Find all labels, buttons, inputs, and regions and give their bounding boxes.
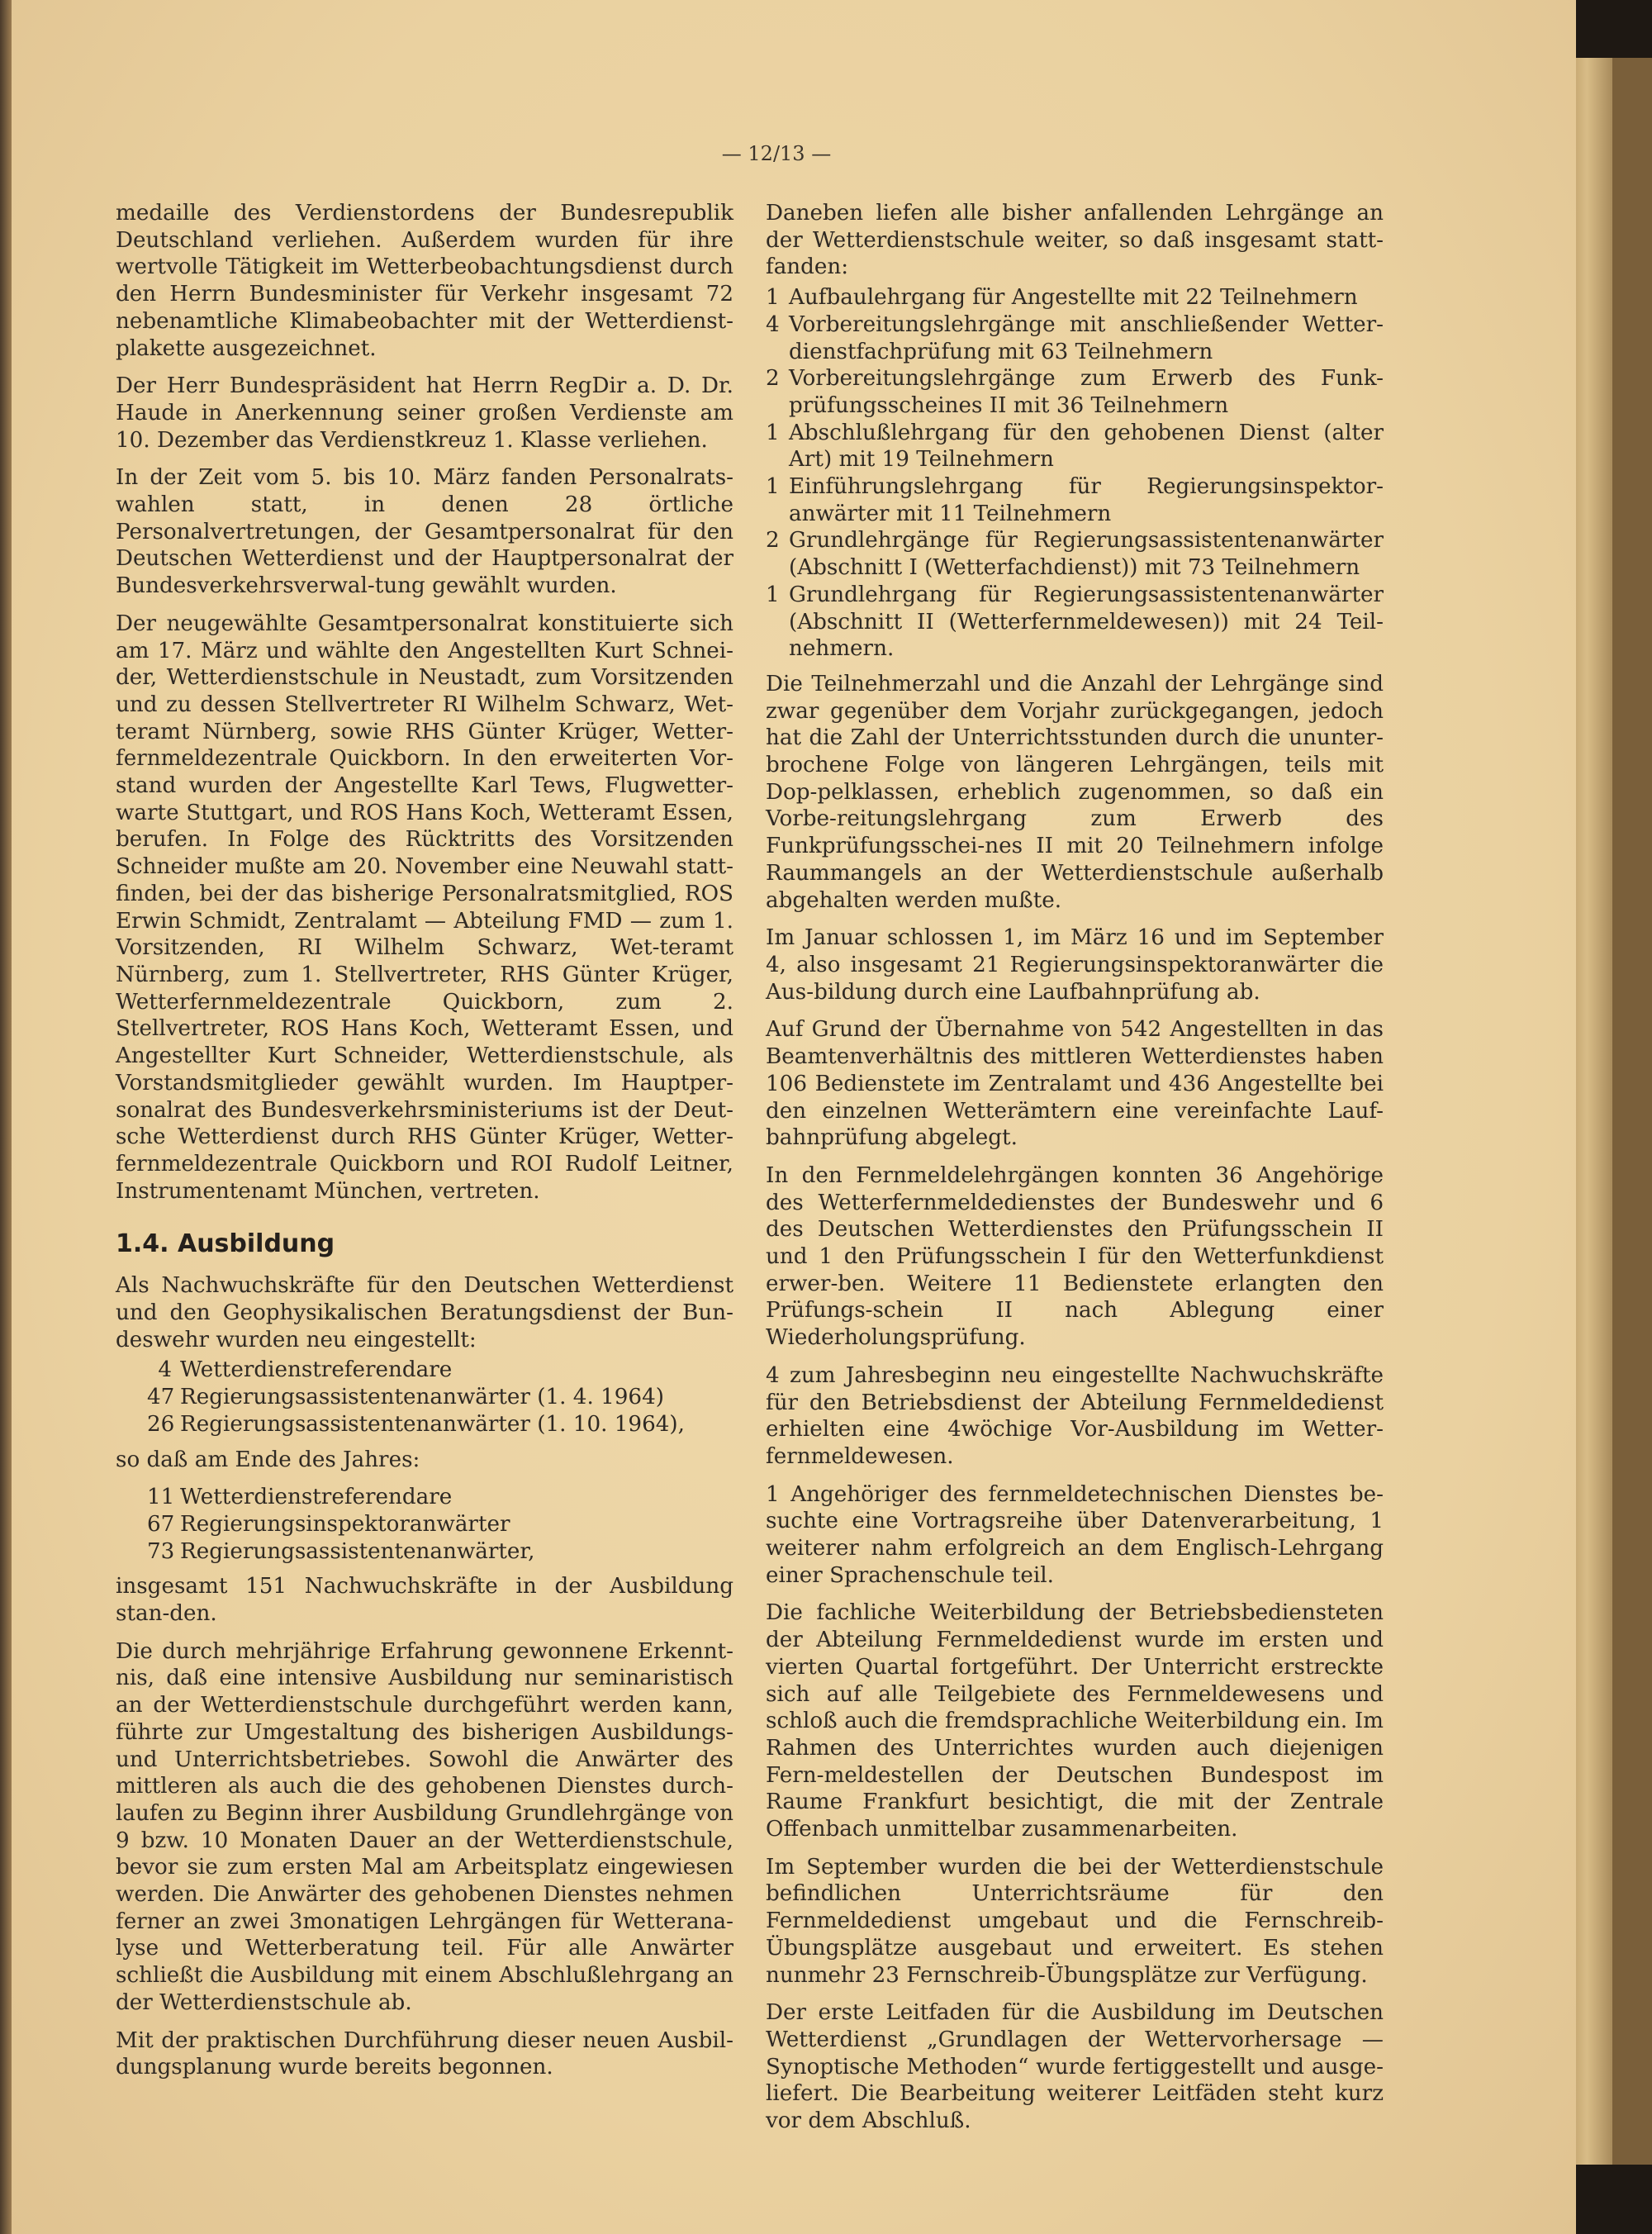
list-item-number: 26	[147, 1411, 175, 1437]
paragraph: Daneben liefen alle bisher anfallenden Lehrgänge an der Wetterdienstschule weiter, so daß insgesamt statt-fanden:	[766, 201, 1384, 280]
list-item	[766, 284, 1384, 311]
list-item-text: Regierungsassistentenanwärter,	[180, 1538, 535, 1564]
list-item-text: Wetterdienstreferendare	[180, 1485, 453, 1510]
list-item-text: Vorbereitungslehrgänge zum Erwerb des Funk-prüfungsscheines II mit 36 Teilnehmern	[789, 366, 1384, 418]
left-column	[116, 200, 733, 2092]
list-item-number: 1	[766, 582, 780, 607]
list-item	[147, 1511, 733, 1538]
list-item-number: 11	[147, 1485, 175, 1510]
paragraph: In den Fernmeldelehrgängen konnten 36 Angehörige des Wetterfernmeldedienstes der Bundeswehr und 6 des Deutschen Wetterdienstes den Prüfungsschein II und 1 den Prüfungsschein I für den Wetterfunkdienst erwer-ben. Weitere 11 Bedienstete erlangten den Prüfungs-schein II nach Ablegung einer Wiederholungsprüfung.	[766, 1162, 1384, 1351]
paragraph: so daß am Ende des Jahres:	[116, 1447, 420, 1472]
list-item	[147, 1484, 733, 1511]
list-item-number: 1	[766, 474, 780, 500]
paragraph: Im Januar schlossen 1, im März 16 und im September 4, also insgesamt 21 Regierungsinspektoranwärter die Aus-bildung durch eine Laufbahnprüfung ab.	[766, 925, 1384, 1005]
paragraph: insgesamt 151 Nachwuchskräfte in der Ausbildung stan-den.	[116, 1574, 733, 1627]
trainee-list-total	[116, 1484, 733, 1565]
list-item-number: 2	[766, 528, 780, 554]
list-item	[766, 311, 1384, 365]
paragraph: 1 Angehöriger des fernmeldetechnischen Dienstes be-suchte eine Vortragsreihe über Datenverarbeitung, 1 weiterer nahm erfolgreich an dem Englisch-Lehrgang einer Sprachenschule teil.	[766, 1481, 1384, 1588]
list-item-number: 1	[766, 285, 780, 311]
list-item-text: Wetterdienstreferendare	[180, 1357, 453, 1383]
list-item-text: Grundlehrgang für Regierungsassistentenanwärter (Abschnitt II (Wetterfernmeldewesen)) mit 24 Teil-nehmern.	[789, 582, 1384, 662]
list-item-text: Grundlehrgänge für Regierungsassistentenanwärter (Abschnitt I (Wetterfachdienst)) mit 73 Teilnehmern	[789, 528, 1384, 581]
list-item-number: 2	[766, 366, 780, 392]
course-list	[766, 284, 1384, 663]
list-item-text: Einführungslehrgang für Regierungsinspektor-anwärter mit 11 Teilnehmern	[789, 474, 1384, 526]
list-item	[766, 420, 1384, 473]
list-item-text: Vorbereitungslehrgänge mit anschließender Wetter-dienstfachprüfung mit 63 Teilnehmern	[789, 311, 1384, 364]
right-column	[766, 200, 1384, 2146]
paragraph: Auf Grund der Übernahme von 542 Angestellten in das Beamtenverhältnis des mittleren Wetterdienstes haben 106 Bedienstete im Zentralamt und 436 Angestellte bei den einzelnen Wetterämtern eine vereinfachte Lauf-bahnprüfung abgelegt.	[766, 1017, 1384, 1151]
list-item-number: 67	[147, 1511, 175, 1537]
list-item-number: 47	[147, 1385, 175, 1410]
list-item	[766, 473, 1384, 527]
paragraph: Als Nachwuchskräfte für den Deutschen Wetterdienst und den Geophysikalischen Beratungsdienst der Bun-deswehr wurden neu eingestellt:	[116, 1273, 733, 1352]
book-gutter	[0, 0, 12, 2234]
paragraph: In der Zeit vom 5. bis 10. März fanden Personalrats-wahlen statt, in denen 28 örtliche Personalvertretungen, der Gesamtpersonalrat für den Deutschen Wetterdienst und der Hauptpersonalrat der Bundesverkehrsverwal-tung gewählt wurden.	[116, 465, 733, 599]
paragraph: 4 zum Jahresbeginn neu eingestellte Nachwuchskräfte für den Betriebsdienst der Abteilung Fernmeldedienst erhielten eine 4wöchige Vor-Ausbildung im Wetter-fernmeldewesen.	[766, 1362, 1384, 1469]
paragraph: Die Teilnehmerzahl und die Anzahl der Lehrgänge sind zwar gegenüber dem Vorjahr zurückgegangen, jedoch hat die Zahl der Unterrichtsstunden durch die ununter-brochene Folge von längeren Lehrgängen, teils mit Dop-pelklassen, erheblich zugenommen, so daß ein Vorbe-reitungslehrgang zum Erwerb des Funkprüfungsschei-nes II mit 20 Teilnehmern infolge Raummangels an der Wetterdienstschule außerhalb abgehalten werden mußte.	[766, 671, 1384, 913]
paragraph: Die fachliche Weiterbildung der Betriebsbediensteten der Abteilung Fernmeldedienst wurde im ersten und vierten Quartal fortgeführt. Der Unterricht erstreckte sich auf alle Teilgebiete des Fernmeldewesens und schloß auch die fremdsprachliche Weiterbildung ein. Im Rahmen des Unterrichtes wurden auch diejenigen Fern-meldestellen der Deutschen Bundespost im Raume Frankfurt besichtigt, die mit der Zentrale Offenbach unmittelbar zusammenarbeiten.	[766, 1600, 1384, 1842]
list-item	[766, 365, 1384, 419]
list-item	[147, 1357, 733, 1384]
paragraph: Die durch mehrjährige Erfahrung gewonnene Erkennt-nis, daß eine intensive Ausbildung nur seminaristisch an der Wetterdienstschule durchgeführt werden kann, führte zur Umgestaltung des bisherigen Ausbildungs- und Unterrichtsbetriebes. Sowohl die Anwärter des mittleren als auch die des gehobenen Dienstes durch-laufen zu Beginn ihrer Ausbildung Grundlehrgänge von 9 bzw. 10 Monaten Dauer an der Wetterdienstschule, bevor sie zum ersten Mal am Arbeitsplatz eingewiesen werden. Die Anwärter des gehobenen Dienstes nehmen ferner an zwei 3monatigen Lehrgängen für Wetterana-lyse und Wetterberatung teil. Für alle Anwärter schließt die Ausbildung mit einem Abschlußlehrgang an der Wetterdienstschule ab.	[116, 1638, 733, 2015]
paragraph: Im September wurden die bei der Wetterdienstschule befindlichen Unterrichtsräume für den Fernmeldedienst umgebaut und die Fernschreib-Übungsplätze ausgebaut und erweitert. Es stehen nunmehr 23 Fernschreib-Übungsplätze zur Verfügung.	[766, 1854, 1384, 1988]
paragraph: medaille des Verdienstordens der Bundesrepublik Deutschland verliehen. Außerdem wurden für ihre wertvolle Tätigkeit im Wetterbeobachtungsdienst durch den Herrn Bundesminister für Verkehr insgesamt 72 nebenamtliche Klimabeobachter mit der Wetterdienst-plakette ausgezeichnet.	[116, 201, 733, 361]
paragraph: Mit der praktischen Durchführung dieser neuen Ausbil-dungsplanung wurde bereits begonnen.	[116, 2027, 733, 2080]
paragraph: Der neugewählte Gesamtpersonalrat konstituierte sich am 17. März und wählte den Angestellten Kurt Schnei-der, Wetterdienstschule in Neustadt, zum Vorsitzenden und zu dessen Stellvertreter RI Wilhelm Schwarz, Wet-teramt Nürnberg, sowie RHS Günter Krüger, Wetter-fernmeldezentrale Quickborn. In den erweiterten Vor-stand wurden der Angestellte Karl Tews, Flugwetter-warte Stuttgart, und ROS Hans Koch, Wetteramt Essen, berufen. In Folge des Rücktritts des Vorsitzenden Schneider mußte am 20. November eine Neuwahl statt-finden, bei der das bisherige Personalratsmitglied, ROS Erwin Schmidt, Zentralamt — Abteilung FMD — zum 1. Vorsitzenden, RI Wilhelm Schwarz, Wet-teramt Nürnberg, zum 1. Stellvertreter, RHS Günter Krüger, Wetterfernmeldezentrale Quickborn, zum 2. Stellvertreter, ROS Hans Koch, Wetteramt Essen, und Angestellter Kurt Schneider, Wetterdienstschule, als Vorstandsmitglieder gewählt wurden. Im Hauptper-sonalrat des Bundesverkehrsministeriums ist der Deut-sche Wetterdienst durch RHS Günter Krüger, Wetter-fernmeldezentrale Quickborn und ROI Rudolf Leitner, Instrumentenamt München, vertreten.	[116, 611, 733, 1204]
list-item-text: Regierungsassistentenanwärter (1. 10. 1964),	[180, 1411, 685, 1437]
paragraph: Der erste Leitfaden für die Ausbildung im Deutschen Wetterdienst „Grundlagen der Wettervorhersage — Synoptische Methoden“ wurde fertiggestellt und ausge-liefert. Die Bearbeitung weiterer Leitfäden steht kurz vor dem Abschluß.	[766, 2000, 1384, 2134]
list-item-text: Regierungsinspektoranwärter	[180, 1511, 510, 1537]
list-item-text: Regierungsassistentenanwärter (1. 4. 1964)	[180, 1385, 664, 1410]
list-item-number: 4	[158, 1357, 172, 1383]
list-item-number: 4	[766, 311, 780, 337]
section-heading: 1.4. Ausbildung	[116, 1229, 335, 1259]
page-number: — 12/13 —	[721, 142, 832, 165]
list-item-text: Abschlußlehrgang für den gehobenen Dienst (alter Art) mit 19 Teilnehmern	[789, 420, 1384, 473]
list-item	[766, 527, 1384, 581]
page-stack-edge	[1576, 58, 1612, 2165]
book-cover-edge	[1612, 58, 1652, 2165]
list-item	[147, 1384, 733, 1411]
list-item	[147, 1411, 733, 1438]
list-item-number: 1	[766, 420, 780, 445]
paragraph: Der Herr Bundespräsident hat Herrn RegDir a. D. Dr. Haude in Anerkennung seiner großen Verdienste am 10. Dezember das Verdienstkreuz 1. Klasse verliehen.	[116, 373, 733, 453]
list-item-text: Aufbaulehrgang für Angestellte mit 22 Teilnehmern	[789, 285, 1358, 311]
list-item	[147, 1538, 733, 1566]
list-item-number: 73	[147, 1538, 175, 1564]
trainee-list-new	[116, 1357, 733, 1438]
list-item	[766, 582, 1384, 663]
